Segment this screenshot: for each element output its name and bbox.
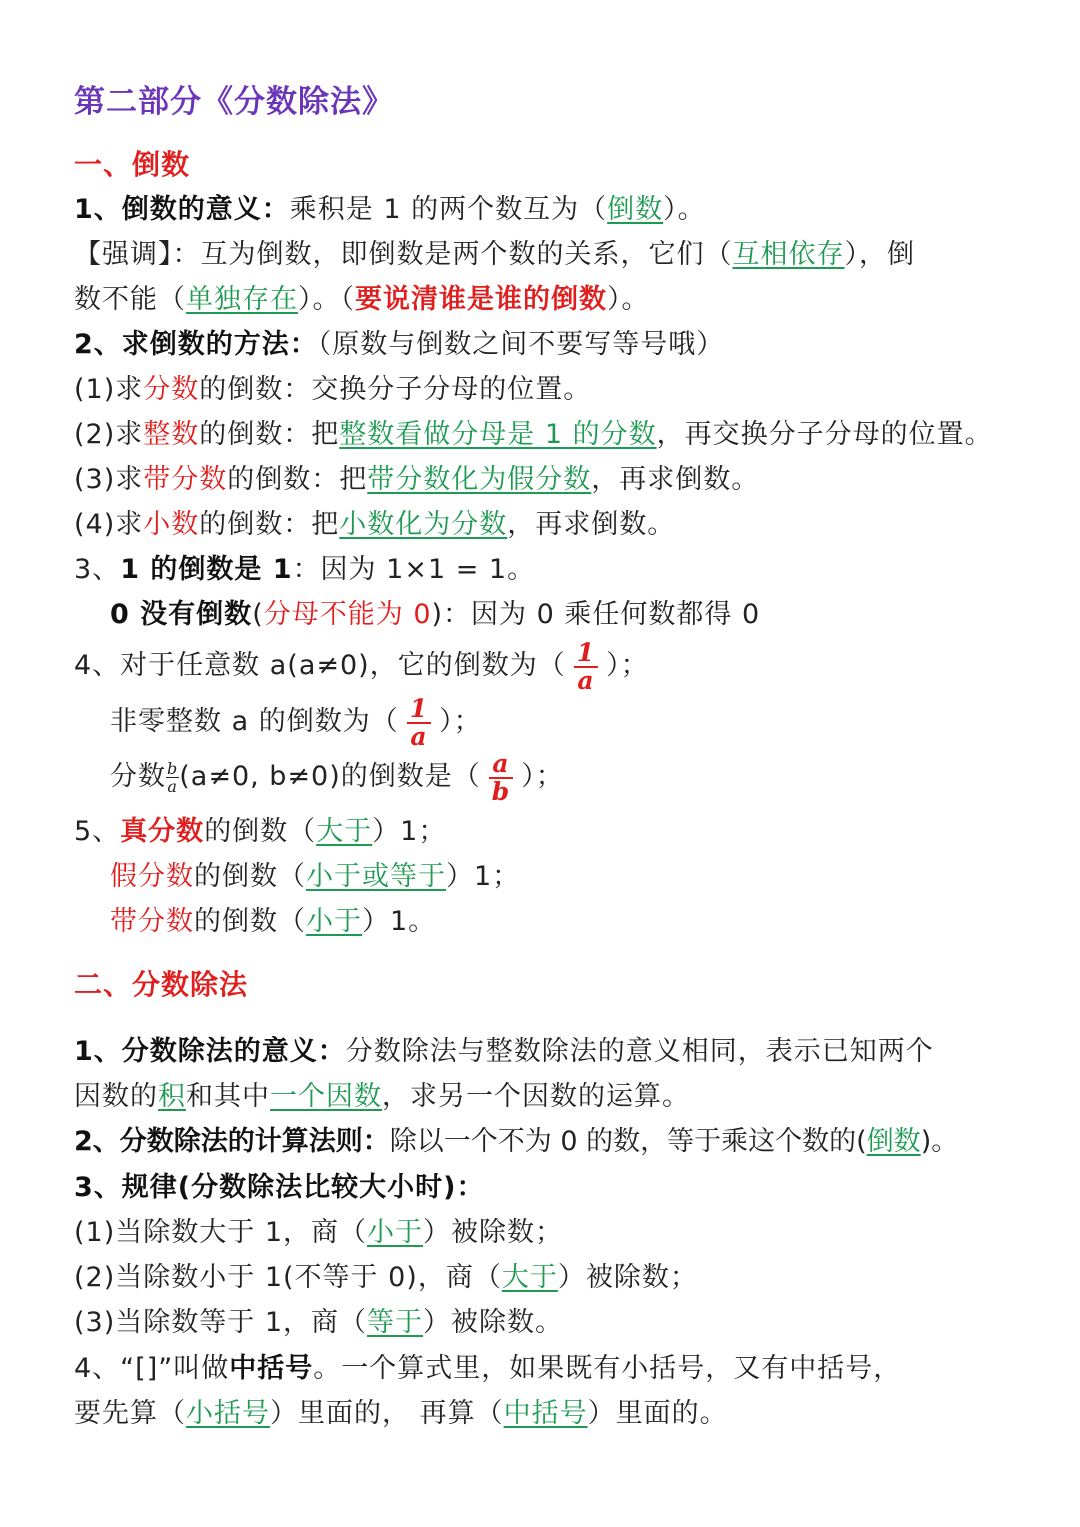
denominator: a	[410, 721, 428, 751]
denominator: a	[577, 665, 595, 695]
reciprocal-of-one	[74, 550, 535, 590]
answer: 小数化为分数	[339, 509, 508, 540]
text: 因数的	[74, 1081, 158, 1112]
label: 1、分数除法的意义：	[74, 1036, 346, 1067]
text: ）里面的， 再算（	[270, 1398, 504, 1429]
answer: 带分数化为假分数	[367, 464, 592, 495]
text: ）。	[663, 194, 706, 225]
emphasis: 带分数	[110, 906, 194, 937]
text: 的倒数（	[194, 906, 306, 937]
label: 2、求倒数的方法：	[74, 329, 318, 360]
text: 3、	[74, 554, 121, 585]
comparison-heading	[74, 1168, 484, 1208]
numerator: b	[167, 759, 179, 778]
text: （原数与倒数之间不要写等号哦）	[317, 329, 725, 360]
text: (3)求	[74, 464, 144, 495]
section-heading-reciprocal: 一、倒数	[74, 148, 191, 181]
text: (3)当除数等于 1，商（	[74, 1307, 368, 1338]
text: 的倒数（	[204, 816, 317, 847]
text: ）；	[606, 650, 649, 681]
text: 除以一个不为 0 的数，等于乘这个数的(	[389, 1126, 867, 1157]
fraction-answer	[407, 693, 431, 751]
fraction-answer	[574, 637, 598, 695]
answer: 倒数	[607, 194, 664, 225]
method-heading	[74, 325, 724, 365]
answer: 互相依存	[732, 239, 845, 270]
answer: 整数看做分母是 1 的分数	[339, 419, 657, 450]
stress-note-line2	[74, 280, 650, 320]
text: 的倒数：把	[199, 419, 340, 450]
answer: 小于	[367, 1217, 424, 1248]
text: ）1；	[446, 861, 521, 892]
answer: 中括号	[503, 1398, 588, 1429]
text: (	[252, 599, 264, 630]
text: ，再求倒数。	[507, 509, 676, 540]
answer: 小于	[306, 906, 362, 937]
fraction-answer	[489, 748, 513, 806]
label: 3、规律(分数除法比较大小时)：	[74, 1172, 485, 1203]
answer: 大于	[501, 1262, 558, 1293]
text: )：因为 0 乘任何数都得 0	[431, 599, 761, 630]
emphasis: 要说清谁是谁的倒数	[355, 284, 607, 315]
emphasis: 分母不能为 0	[263, 599, 432, 630]
improper-fraction-rule	[110, 857, 520, 897]
text: 分数	[110, 761, 166, 792]
text: 的倒数：把	[199, 509, 340, 540]
text: 要先算（	[74, 1398, 186, 1429]
text: ）；	[521, 761, 564, 792]
division-meaning-line2	[74, 1077, 690, 1117]
method-4	[74, 505, 675, 545]
comparison-rule-2	[74, 1258, 698, 1298]
method-1	[74, 370, 591, 410]
text: (1)求	[74, 374, 144, 405]
text: (a≠0, b≠0)的倒数是（	[179, 761, 481, 792]
method-2	[74, 415, 993, 455]
text: ）。	[607, 284, 650, 315]
emphasis: 小数	[143, 509, 200, 540]
answer: 等于	[367, 1307, 424, 1338]
answer: 倒数	[866, 1126, 921, 1157]
text: 分数除法与整数除法的意义相同，表示已知两个	[345, 1036, 934, 1067]
text: ）1。	[362, 906, 437, 937]
text: ），倒	[844, 239, 915, 270]
section-heading-division: 二、分数除法	[74, 968, 249, 1001]
text: ）被除数；	[557, 1262, 698, 1293]
text: (2)求	[74, 419, 144, 450]
answer: 一个因数	[270, 1081, 382, 1112]
denominator: b	[491, 776, 511, 806]
label: 1、倒数的意义：	[74, 194, 290, 225]
answer: 小于或等于	[306, 861, 446, 892]
method-3	[74, 460, 759, 500]
division-rule	[74, 1122, 958, 1162]
text: ，求另一个因数的运算。	[382, 1081, 690, 1112]
answer: 单独存在	[186, 284, 298, 315]
text: ）。（	[298, 284, 355, 315]
text: 乘积是 1 的两个数互为（	[289, 194, 608, 225]
text: (1)当除数大于 1，商（	[74, 1217, 368, 1248]
text: 非零整数 a 的倒数为（	[110, 706, 399, 737]
denominator: a	[167, 777, 178, 796]
emphasis: 真分数	[120, 816, 205, 847]
numerator: 1	[574, 640, 598, 668]
answer: 大于	[316, 816, 373, 847]
text: 的倒数：交换分子分母的位置。	[199, 374, 592, 405]
answer: 小括号	[186, 1398, 270, 1429]
text: (2)当除数小于 1(不等于 0)，商（	[74, 1262, 502, 1293]
emphasis: 假分数	[110, 861, 194, 892]
text: 。一个算式里，如果既有小括号，又有中括号，	[313, 1353, 902, 1384]
emphasis: 中括号	[229, 1353, 314, 1384]
text: 数不能（	[74, 284, 186, 315]
mixed-number-rule	[110, 902, 436, 942]
fraction-inline	[166, 760, 179, 795]
text: ：因为 1×1 = 1。	[292, 554, 536, 585]
text: ，再交换分子分母的位置。	[656, 419, 993, 450]
emphasis: 分数	[143, 374, 200, 405]
brackets-line2	[74, 1394, 728, 1434]
emphasis: 整数	[143, 419, 200, 450]
text: ）被除数。	[423, 1307, 564, 1338]
stress-note-line1	[74, 235, 915, 275]
label: 0 没有倒数	[110, 599, 253, 630]
page-title: 第二部分《分数除法》	[74, 84, 394, 120]
text: ）；	[439, 706, 482, 737]
text: 5、	[74, 816, 121, 847]
zero-no-reciprocal	[110, 595, 760, 635]
text: )。	[920, 1126, 959, 1157]
reciprocal-definition	[74, 190, 706, 230]
comparison-rule-3	[74, 1303, 563, 1343]
text: ）1；	[372, 816, 447, 847]
answer: 积	[158, 1081, 186, 1112]
numerator: a	[489, 751, 513, 779]
text: ）被除数；	[423, 1217, 564, 1248]
reciprocal-nonzero-integer	[110, 694, 482, 750]
text: (4)求	[74, 509, 144, 540]
proper-fraction-rule	[74, 812, 446, 852]
comparison-rule-1	[74, 1213, 563, 1253]
text: 和其中	[186, 1081, 270, 1112]
text: 的倒数（	[194, 861, 306, 892]
brackets-line1	[74, 1349, 901, 1389]
text: ，再求倒数。	[591, 464, 760, 495]
division-meaning-line1	[74, 1032, 934, 1072]
emphasis: 带分数	[143, 464, 228, 495]
reciprocal-any-number	[74, 638, 649, 694]
text: 的倒数：把	[227, 464, 368, 495]
text: 4、“[]”叫做	[74, 1353, 230, 1384]
label: 1 的倒数是 1	[120, 554, 293, 585]
reciprocal-fraction	[110, 749, 564, 805]
text: 【强调】：互为倒数，即倒数是两个数的关系，它们（	[74, 239, 733, 270]
label: 2、分数除法的计算法则：	[74, 1126, 390, 1157]
text: ）里面的。	[587, 1398, 728, 1429]
numerator: 1	[407, 696, 431, 724]
text: 4、对于任意数 a(a≠0)，它的倒数为（	[74, 650, 566, 681]
